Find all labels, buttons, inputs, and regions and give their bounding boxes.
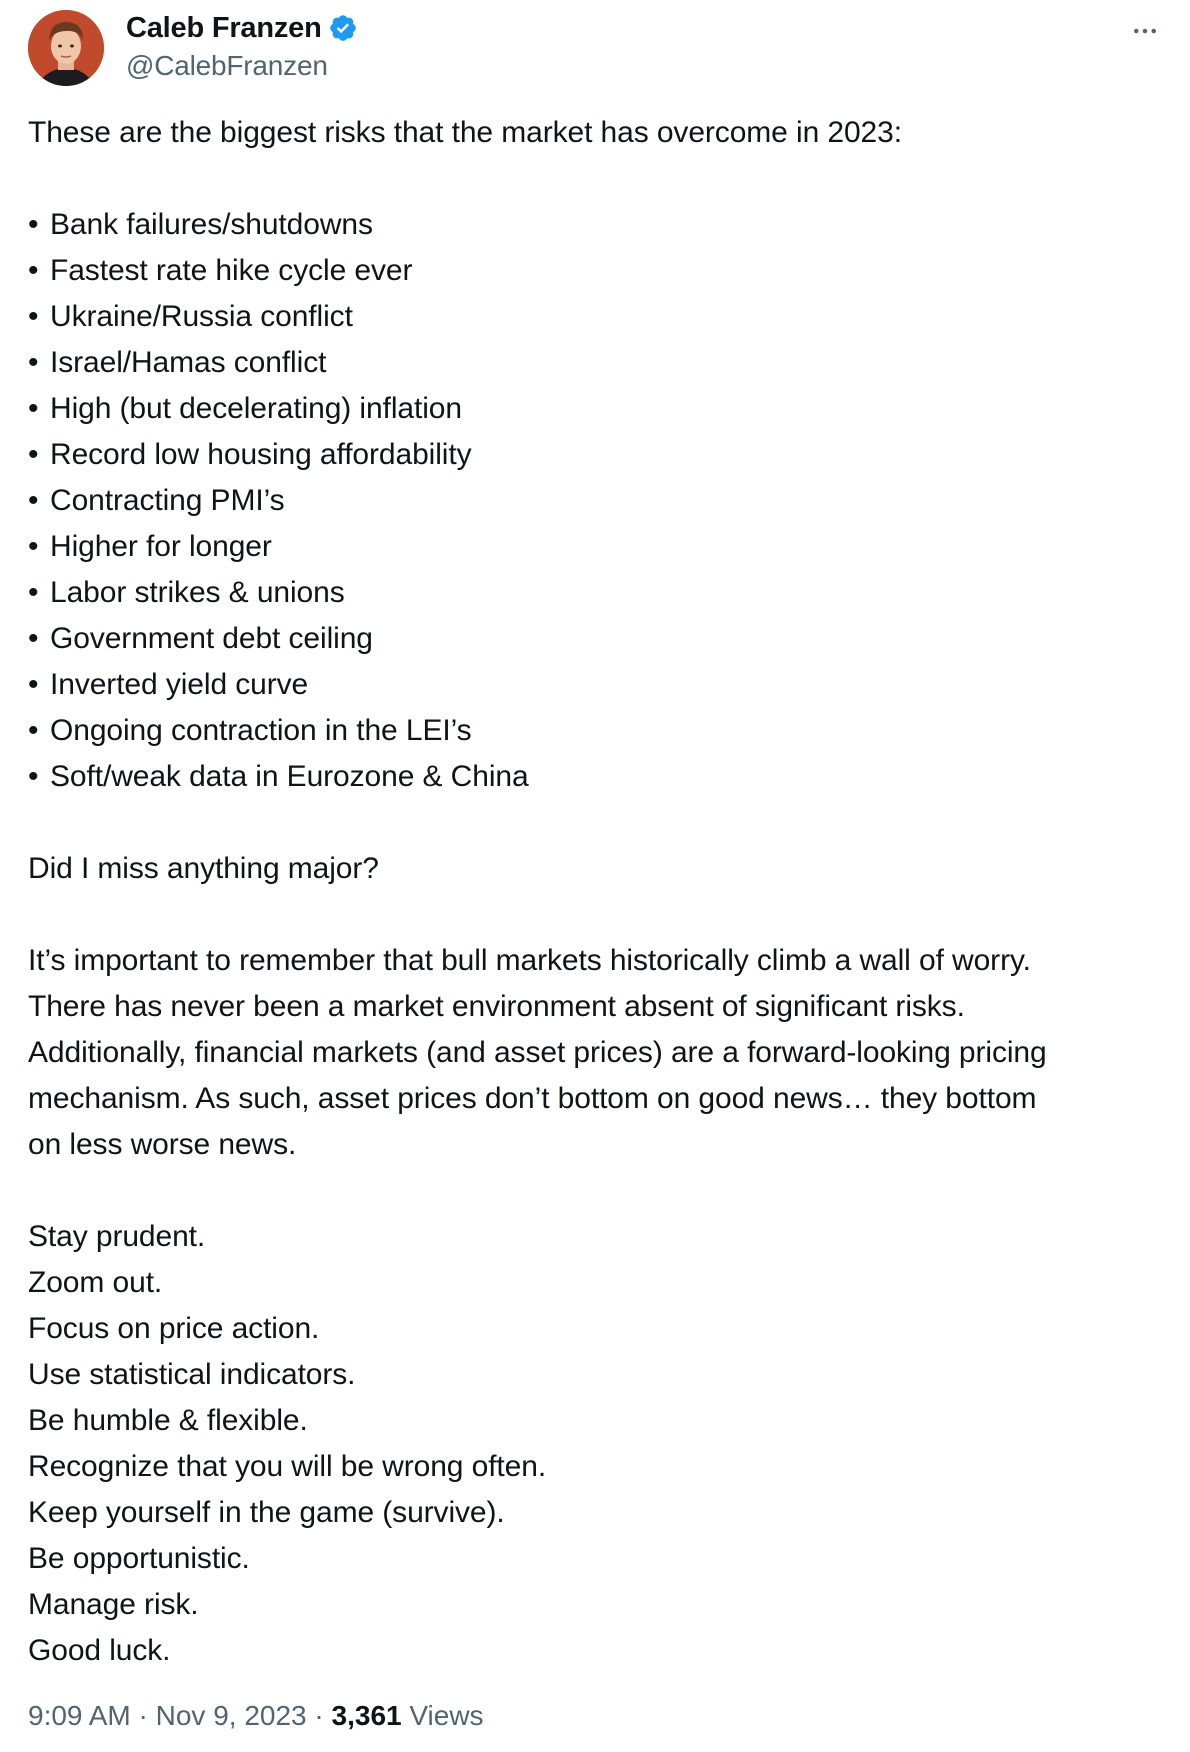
risk-item: [28, 432, 1162, 478]
advice-line: Use statistical indicators.: [28, 1358, 356, 1391]
avatar[interactable]: [28, 10, 104, 86]
risk-item-label: Higher for longer: [50, 530, 272, 563]
paragraph-line: It’s important to remember that bull markets historically climb a wall of worry.: [28, 944, 1031, 977]
bullet-mark: •: [28, 622, 39, 655]
question-text: Did I miss anything major?: [28, 852, 379, 885]
risk-item-label: High (but decelerating) inflation: [50, 392, 462, 425]
risk-item: [28, 570, 1162, 616]
bullet-mark: •: [28, 576, 39, 609]
advice-line: Recognize that you will be wrong often.: [28, 1450, 547, 1483]
advice-line: Be opportunistic.: [28, 1542, 250, 1575]
risk-item: [28, 294, 1162, 340]
explanation-paragraph: [28, 938, 1162, 1168]
risk-item-label: Labor strikes & unions: [50, 576, 345, 609]
bullet-mark: •: [28, 714, 39, 747]
risk-item-label: Soft/weak data in Eurozone & China: [50, 760, 529, 793]
bullet-mark: •: [28, 484, 39, 517]
handle[interactable]: @CalebFranzen: [126, 50, 328, 81]
tweet-header: [28, 10, 1162, 84]
bullet-mark: •: [28, 668, 39, 701]
risk-item-label: Contracting PMI’s: [50, 484, 285, 517]
tweet-text: [28, 110, 1162, 1674]
risk-item: [28, 386, 1162, 432]
tweet-meta: [28, 1700, 484, 1732]
risk-item-label: Record low housing affordability: [50, 438, 472, 471]
advice-line: Zoom out.: [28, 1266, 163, 1299]
bullet-mark: •: [28, 254, 39, 287]
advice-line: Keep yourself in the game (survive).: [28, 1496, 505, 1529]
risk-item-label: Fastest rate hike cycle ever: [50, 254, 413, 287]
advice-line: Be humble & flexible.: [28, 1404, 308, 1437]
paragraph-line: on less worse news.: [28, 1128, 297, 1161]
advice-line: Good luck.: [28, 1634, 171, 1667]
tweet-time[interactable]: 9:09 AM: [28, 1700, 131, 1731]
bullet-mark: •: [28, 392, 39, 425]
paragraph-line: There has never been a market environment absent of significant risks.: [28, 990, 965, 1023]
risk-item: [28, 340, 1162, 386]
risk-item: [28, 754, 1162, 800]
advice-list: [28, 1214, 1162, 1674]
paragraph-line: Additionally, financial markets (and asset prices) are a forward-looking pricing: [28, 1036, 1047, 1069]
bullet-mark: •: [28, 346, 39, 379]
risk-list: [28, 202, 1162, 800]
risk-item-label: Government debt ceiling: [50, 622, 373, 655]
risk-item-label: Israel/Hamas conflict: [50, 346, 327, 379]
bullet-mark: •: [28, 530, 39, 563]
advice-line: Focus on price action.: [28, 1312, 320, 1345]
more-horizontal-icon[interactable]: [1128, 14, 1162, 48]
risk-item: [28, 616, 1162, 662]
bullet-mark: •: [28, 760, 39, 793]
bullet-mark: •: [28, 438, 39, 471]
advice-line: Stay prudent.: [28, 1220, 206, 1253]
display-name[interactable]: Caleb Franzen: [126, 11, 322, 44]
intro-text: These are the biggest risks that the market has overcome in 2023:: [28, 116, 902, 149]
tweet-date[interactable]: Nov 9, 2023: [155, 1700, 307, 1731]
meta-separator-2: ·: [306, 1700, 332, 1731]
paragraph-line: mechanism. As such, asset prices don’t bottom on good news… they bottom: [28, 1082, 1037, 1115]
advice-line: Manage risk.: [28, 1588, 199, 1621]
risk-item-label: Ukraine/Russia conflict: [50, 300, 353, 333]
risk-item: [28, 202, 1162, 248]
risk-item: [28, 478, 1162, 524]
meta-separator-1: ·: [130, 1700, 156, 1731]
verified-badge-icon[interactable]: [328, 13, 358, 43]
avatar-image: [28, 10, 104, 86]
risk-item-label: Inverted yield curve: [50, 668, 309, 701]
display-name-row: [126, 12, 358, 44]
risk-item: [28, 524, 1162, 570]
risk-item-label: Ongoing contraction in the LEI’s: [50, 714, 472, 747]
views-count: 3,361: [331, 1700, 402, 1731]
bullet-mark: •: [28, 208, 39, 241]
user-block: [126, 12, 358, 82]
risk-item-label: Bank failures/shutdowns: [50, 208, 373, 241]
risk-item: [28, 248, 1162, 294]
views-label: Views: [409, 1700, 484, 1731]
bullet-mark: •: [28, 300, 39, 333]
risk-item: [28, 708, 1162, 754]
risk-item: [28, 662, 1162, 708]
